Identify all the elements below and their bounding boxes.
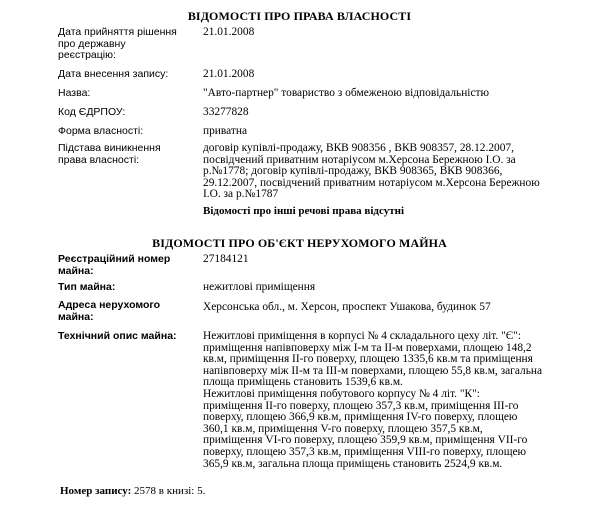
field-label: Код ЄДРПОУ: — [58, 106, 126, 118]
record-number-value: 2578 в книзі: 5. — [134, 485, 206, 497]
record-number — [60, 485, 205, 497]
record-number-label: Номер запису: — [60, 485, 132, 497]
field-label: Адреса нерухомого майна: — [58, 299, 161, 323]
field-label: Дата прийняття рішення про державну реєстрацію: — [58, 26, 177, 61]
field-label: Тип майна: — [58, 281, 116, 293]
field-value: 33277828 — [203, 106, 249, 118]
field-value: 21.01.2008 — [203, 26, 255, 38]
field-value: приватна — [203, 125, 248, 137]
field-label: Підстава виникнення права власності: — [58, 142, 161, 166]
field-label: Назва: — [58, 87, 91, 99]
property-section-title: ВІДОМОСТІ ПРО ОБ'ЄКТ НЕРУХОМОГО МАЙНА — [152, 236, 447, 250]
field-label: Реєстраційний номер майна: — [58, 253, 171, 277]
other-rights-note: Відомості про інші речові права відсутні — [203, 205, 405, 217]
field-label: Дата внесення запису: — [58, 68, 169, 80]
field-value: нежитлові приміщення — [203, 281, 316, 293]
ownership-section-title: ВІДОМОСТІ ПРО ПРАВА ВЛАСНОСТІ — [187, 9, 412, 23]
field-value: 21.01.2008 — [203, 68, 255, 80]
field-label: Технічний опис майна: — [58, 330, 177, 342]
field-value: 27184121 — [203, 253, 249, 265]
field-value: договір купівлі-продажу, ВКВ 908356 , ВКВ 908357, 28.12.2007, посвідчений приватним нотаріусом м.Херсона Бережною І.О. за р.№1778; договір купівлі-продажу, ВКВ 908365, ВКВ 908366, 29.12.2007, посвідчений приватним нотаріусом м.Херсона Бережною І.О. за р.№1787 — [203, 142, 540, 201]
field-value: Нежитлові приміщення в корпусі № 4 складального цеху літ. "Є": приміщення напівповерху між І-м та ІІ-м поверхами, площею 148,2 кв.м, приміщення ІІ-го поверху, площею 1335,6 кв.м та приміщення напівповерху між ІІ-м та ІІІ-м поверхами, площею 55,8 кв.м, загальна площа приміщень становить 1539,6 кв.м. Нежитлові приміщення побутового корпусу № 4 літ. "К": приміщення ІІ-го поверху, площею 357,3 кв.м, приміщення ІІІ-го поверху, площею 366,9 кв.м, приміщення IV-го поверху, площею 360,1 кв.м, приміщення V-го поверху, площею 357,5 кв.м, приміщення VI-го поверху, площею 359,9 кв.м, приміщення VII-го поверху, площею 357,3 кв.м, приміщення VIII-го поверху, площею 365,9 кв.м, загальна площа приміщень становить 2524,9 кв.м. — [203, 330, 543, 470]
field-value: Херсонська обл., м. Херсон, проспект Ушакова, будинок 57 — [203, 301, 491, 313]
field-value: "Авто-партнер" товариство з обмеженою відповідальністю — [203, 87, 489, 99]
field-label: Форма власності: — [58, 125, 144, 137]
